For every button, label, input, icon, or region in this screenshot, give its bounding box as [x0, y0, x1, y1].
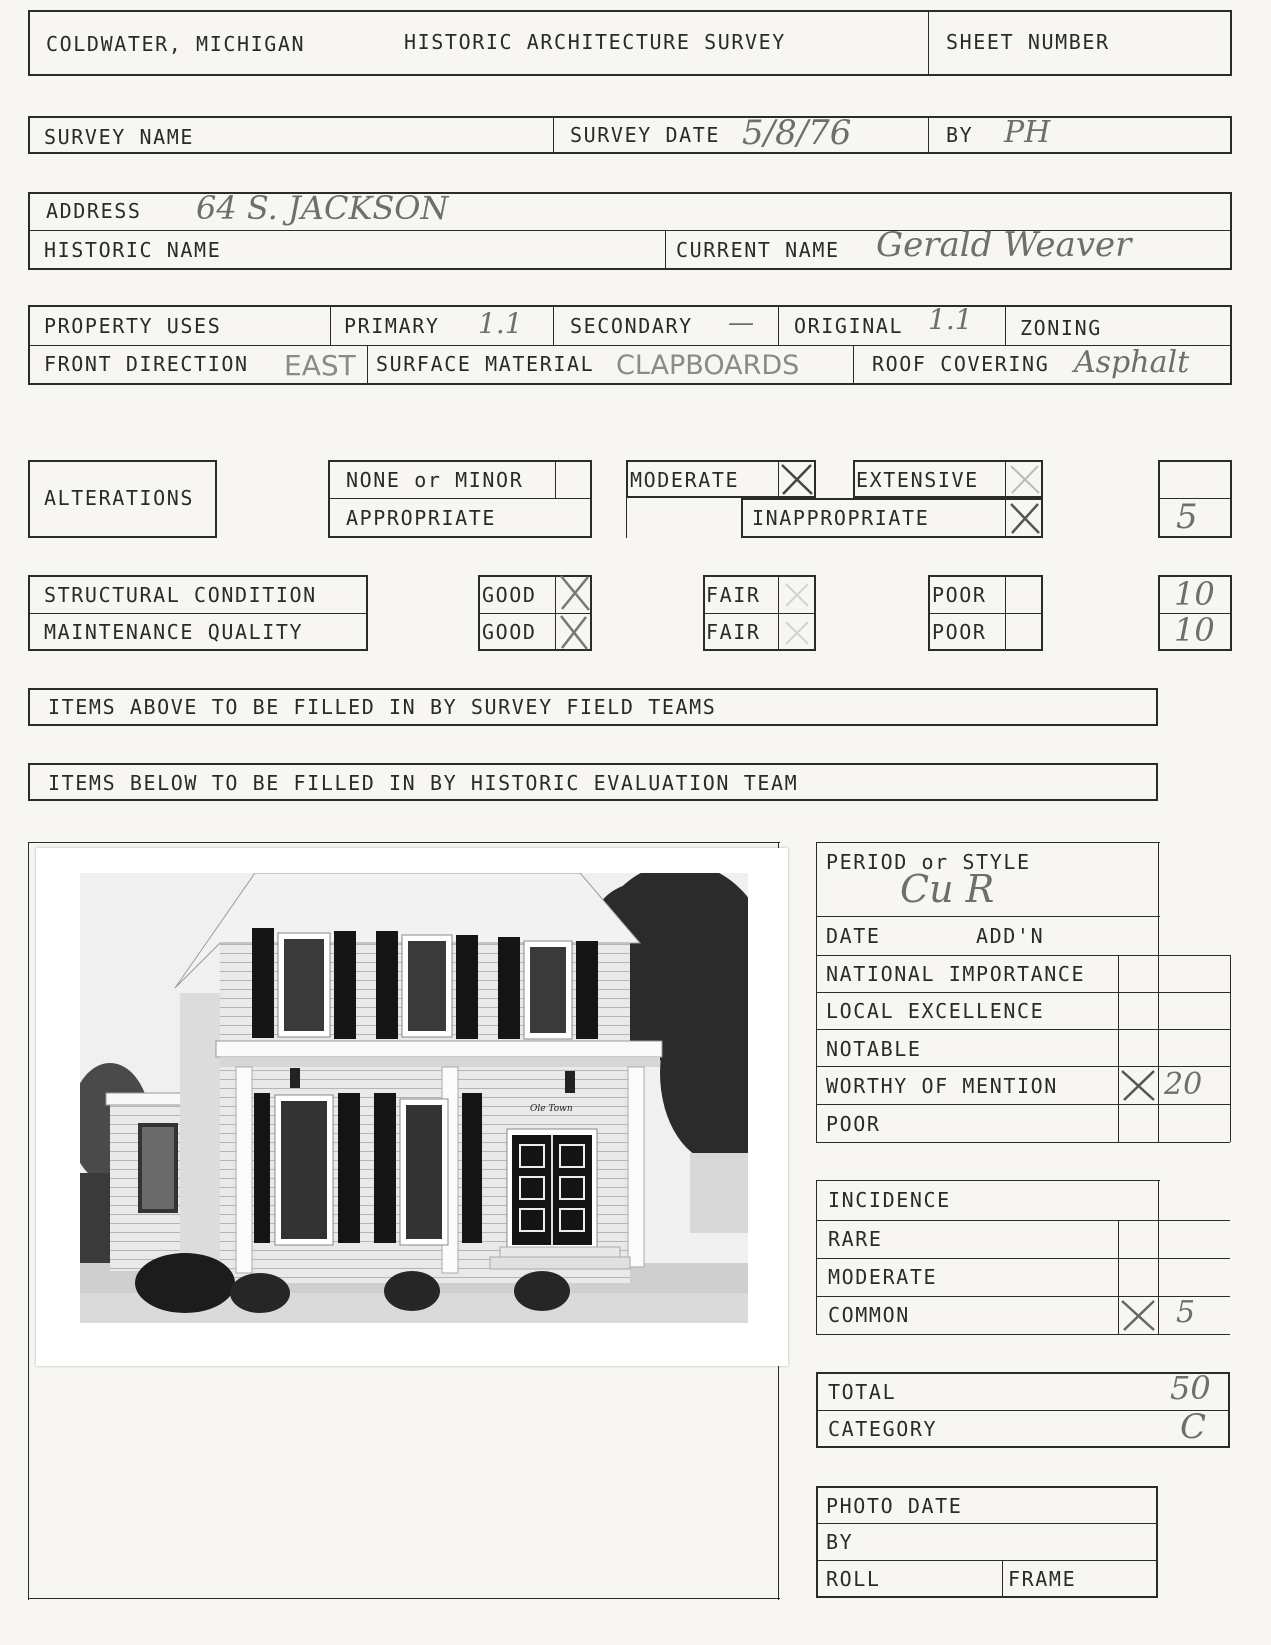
maintenance-score: 10 — [1174, 611, 1215, 649]
worthy-of-mention-label: WORTHY OF MENTION — [826, 1074, 1058, 1098]
total-label: TOTAL — [828, 1380, 897, 1404]
structural-good: GOOD — [482, 583, 537, 607]
roll-label: ROLL — [826, 1567, 881, 1591]
structural-score: 10 — [1174, 575, 1215, 613]
address-label: ADDRESS — [46, 199, 142, 223]
city-label: COLDWATER, MICHIGAN — [46, 32, 306, 56]
primary-value: 1.1 — [478, 307, 523, 340]
original-label: ORIGINAL — [794, 314, 904, 338]
photo-by-label: BY — [826, 1530, 854, 1554]
door-sign-text: Ole Town — [530, 1104, 573, 1114]
poor-label: POOR — [826, 1112, 881, 1136]
common-label: COMMON — [828, 1303, 910, 1327]
house-photo — [80, 873, 748, 1323]
alterations-score: 5 — [1176, 497, 1198, 537]
notable-label: NOTABLE — [826, 1037, 922, 1061]
survey-date-label: SURVEY DATE — [570, 123, 721, 147]
alt-inappropriate: INAPPROPRIATE — [752, 506, 930, 530]
maintenance-poor: POOR — [932, 620, 987, 644]
original-value: 1.1 — [928, 303, 973, 336]
frame-label: FRAME — [1008, 1567, 1077, 1591]
period-style-value: Cu R — [900, 867, 995, 911]
primary-label: PRIMARY — [344, 314, 440, 338]
common-x-mark — [1118, 1297, 1160, 1333]
front-direction-label: FRONT DIRECTION — [44, 352, 249, 376]
roof-covering-label: ROOF COVERING — [872, 352, 1050, 376]
national-importance-label: NATIONAL IMPORTANCE — [826, 962, 1086, 986]
incidence-label: INCIDENCE — [828, 1188, 951, 1212]
local-excellence-label: LOCAL EXCELLENCE — [826, 999, 1045, 1023]
maintenance-quality-label: MAINTENANCE QUALITY — [44, 620, 304, 644]
note-above: ITEMS ABOVE TO BE FILLED IN BY SURVEY FIELD TEAMS — [48, 695, 717, 719]
category-value: C — [1180, 1407, 1207, 1447]
worthy-score: 20 — [1164, 1067, 1203, 1102]
alt-extensive-x-mark — [1007, 462, 1043, 496]
alt-extensive: EXTENSIVE — [856, 468, 979, 492]
alt-inappropriate-x-mark — [1007, 500, 1043, 536]
survey-by-value: PH — [1004, 115, 1051, 150]
secondary-label: SECONDARY — [570, 314, 693, 338]
date-label: DATE — [826, 924, 881, 948]
current-name-value: Gerald Weaver — [876, 225, 1132, 265]
historic-name-label: HISTORIC NAME — [44, 238, 222, 262]
addn-label: ADD'N — [976, 924, 1045, 948]
maintenance-good: GOOD — [482, 620, 537, 644]
alterations-label: ALTERATIONS — [44, 486, 195, 510]
survey-date-value: 5/8/76 — [742, 113, 852, 153]
maintenance-fair-faint-x-mark — [780, 616, 814, 648]
roof-covering-value: Asphalt — [1074, 345, 1190, 380]
structural-good-x-mark — [556, 573, 594, 613]
survey-by-label: BY — [946, 123, 974, 147]
rare-label: RARE — [828, 1227, 883, 1251]
maintenance-good-x-mark — [556, 613, 592, 651]
total-value: 50 — [1170, 1369, 1211, 1407]
alt-moderate: MODERATE — [630, 468, 740, 492]
category-label: CATEGORY — [828, 1417, 938, 1441]
survey-name-label: SURVEY NAME — [44, 125, 195, 149]
period-style-label: PERIOD or STYLE — [826, 850, 1031, 874]
property-uses-label: PROPERTY USES — [44, 314, 222, 338]
alt-moderate-x-mark — [778, 461, 816, 497]
surface-material-value: CLAPBOARDS — [616, 350, 800, 381]
structural-poor: POOR — [932, 583, 987, 607]
structural-fair-faint-x-mark — [780, 578, 814, 610]
current-name-label: CURRENT NAME — [676, 238, 840, 262]
form-title: HISTORIC ARCHITECTURE SURVEY — [404, 30, 786, 54]
alt-none-minor: NONE or MINOR — [346, 468, 524, 492]
sheet-number-label: SHEET NUMBER — [946, 30, 1110, 54]
alt-appropriate: APPROPRIATE — [346, 506, 497, 530]
address-value: 64 S. JACKSON — [196, 189, 449, 227]
common-score: 5 — [1176, 1295, 1196, 1330]
maintenance-fair: FAIR — [706, 620, 761, 644]
zoning-label: ZONING — [1020, 316, 1102, 340]
structural-fair: FAIR — [706, 583, 761, 607]
worthy-x-mark — [1118, 1067, 1160, 1103]
note-below: ITEMS BELOW TO BE FILLED IN BY HISTORIC EVALUATION TEAM — [48, 771, 799, 795]
incidence-moderate-label: MODERATE — [828, 1265, 938, 1289]
structural-condition-label: STRUCTURAL CONDITION — [44, 583, 317, 607]
surface-material-label: SURFACE MATERIAL — [376, 352, 595, 376]
secondary-value: — — [728, 308, 754, 338]
front-direction-value: EAST — [284, 349, 356, 382]
photo-date-label: PHOTO DATE — [826, 1494, 963, 1518]
